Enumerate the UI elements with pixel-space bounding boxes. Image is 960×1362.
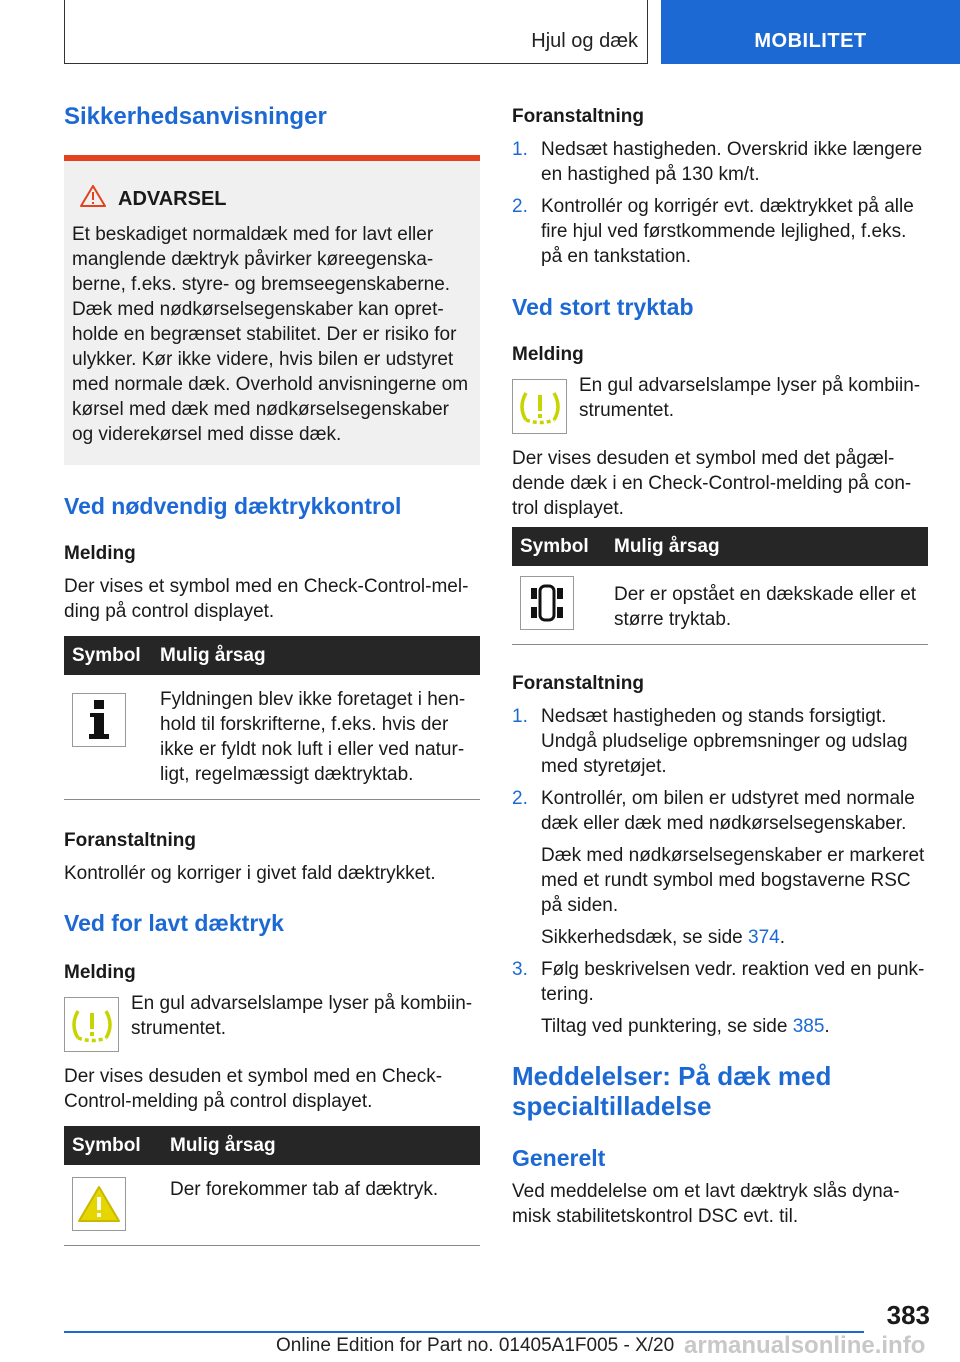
heading-large-pressure-loss: Ved stort tryktab [512,294,694,320]
lamp-message [64,991,480,1052]
section-title-safety: Sikkerhedsanvisninger [64,103,327,130]
table-header-cause: Mulig årsag [162,1126,480,1165]
table-header-symbol: Symbol [64,1126,162,1165]
step-note: Dæk med nødkørselsegenskaber er markeret med et rundt symbol med bogstaverne RSC på siden. [541,845,925,916]
heading-general: Generelt [512,1145,606,1171]
footer-edition: Online Edition for Part no. 01405A1F005 - X/20 [276,1335,675,1356]
cause-text: Der forekommer tab af dæktryk. [162,1165,480,1246]
reference-text: Tiltag ved punktering, se side [541,1016,793,1037]
general-text: Ved meddelelse om et lavt dæktryk slås dynamisk stabilitetskontrol DSC evt. til. [512,1181,900,1227]
list-item [512,137,928,187]
step-text: Kontrollér, om bilen er udstyret med normale dæk eller dæk med nødkørselsegenskaber. [541,788,915,834]
list-item [512,957,928,1039]
step-number: 2. [512,196,528,217]
step-number: 1. [512,139,528,160]
step-text: Nedsæt hastigheden og stands forsigtigt. Undgå pludselige opbremsninger og udslag med styretøjet. [541,706,908,777]
message-text: Der vises desuden et symbol med en Check-Control-melding på control displayet. [64,1066,443,1112]
info-icon [72,693,126,747]
reference-suffix: . [779,927,785,948]
step-reference [541,925,928,950]
warning-text: Et beskadiget normaldæk med for lavt eller manglende dæktryk påvirker køreegenskaberne, f.eks. styre- og bremseegenskaberne. Dæk med nødkørselsegenskaber kan opretholde en begrænset stabilitet. Der er risiko for ulykker. Kør ikke videre, hvis bilen er udstyret med normale dæk. Overhold anvisningerne om kørsel med dæk med nødkørselsegenskaber og viderekørsel med disse dæk. [72,224,469,445]
heading-pressure-check: Ved nødvendig dæktrykkontrol [64,493,402,519]
measure-label: Foranstaltning [64,830,196,851]
table-row [64,1165,480,1246]
list-item [512,786,928,950]
warning-box [64,155,480,465]
steps-list [512,137,928,269]
heading-special-approval: Meddelelser: På dæk med specialtilladelse [512,1061,832,1121]
page-link-385[interactable]: 385 [792,1016,825,1037]
cause-text: Der er opstået en dækskade eller et større tryktab. [606,566,928,645]
warning-triangle-icon [80,185,106,214]
car-tire-damage-icon [520,576,574,630]
message-label: Melding [64,543,136,564]
watermark-logo: armanualsonline.info [684,1332,926,1359]
page-link-374[interactable]: 374 [748,927,780,948]
lamp-message [512,373,928,434]
warning-label: ADVARSEL [118,188,227,210]
step-text: Kontrollér og korrigér evt. dæktrykket på alle fire hjul ved førstkommende lejlighed, f.eks. på en tankstation. [541,196,914,267]
warning-header [80,185,472,214]
tire-pressure-warning-icon [64,997,119,1052]
list-item [512,704,928,779]
list-item [512,194,928,269]
right-column [512,104,928,1229]
message-label: Melding [512,344,584,365]
table-header-symbol: Symbol [64,636,152,675]
measure-label: Foranstaltning [512,106,644,127]
message-text: Der vises et symbol med en Check-Control-melding på control displayet. [64,576,469,622]
symbol-table [512,527,928,645]
lamp-text: En gul advarselslampe lyser på kombiinstrumentet. [579,375,921,421]
message-text: Der vises desuden et symbol med det pågældende dæk i en Check-Control-melding på control displayet. [512,448,912,519]
step-text: Følg beskrivelsen vedr. reaktion ved en punktering. [541,959,925,1005]
steps-list [512,704,928,1039]
measure-text: Kontrollér og korriger i givet fald dæktrykket. [64,863,436,884]
measure-label: Foranstaltning [512,673,644,694]
step-text: Nedsæt hastigheden. Overskrid ikke længere en hastighed på 130 km/t. [541,139,923,185]
reference-suffix: . [824,1016,830,1037]
message-label: Melding [64,962,136,983]
header-chapter-tab[interactable]: MOBILITET [661,0,960,64]
cause-text: Fyldningen blev ikke foretaget i henhold til forskrifterne, f.eks. hvis der ikke er fyldt nok luft i eller ved naturligt, regelmæssigt dæktryktab. [152,675,480,800]
step-number: 3. [512,959,528,980]
table-header-symbol: Symbol [512,527,606,566]
warning-triangle-icon [72,1177,126,1231]
reference-text: Sikkerhedsdæk, se side [541,927,748,948]
tire-pressure-warning-icon [512,379,567,434]
symbol-table [64,636,480,800]
header-section-title: Hjul og dæk [531,30,638,52]
step-number: 2. [512,788,528,809]
heading-low-pressure: Ved for lavt dæktryk [64,910,284,936]
lamp-text: En gul advarselslampe lyser på kombiinstrumentet. [131,993,473,1039]
symbol-table [64,1126,480,1246]
table-row [64,675,480,800]
table-header-cause: Mulig årsag [606,527,928,566]
left-column [64,102,480,1246]
page-number: 383 [886,1300,930,1330]
step-reference [541,1014,928,1039]
step-number: 1. [512,706,528,727]
table-row [512,566,928,645]
table-header-cause: Mulig årsag [152,636,480,675]
